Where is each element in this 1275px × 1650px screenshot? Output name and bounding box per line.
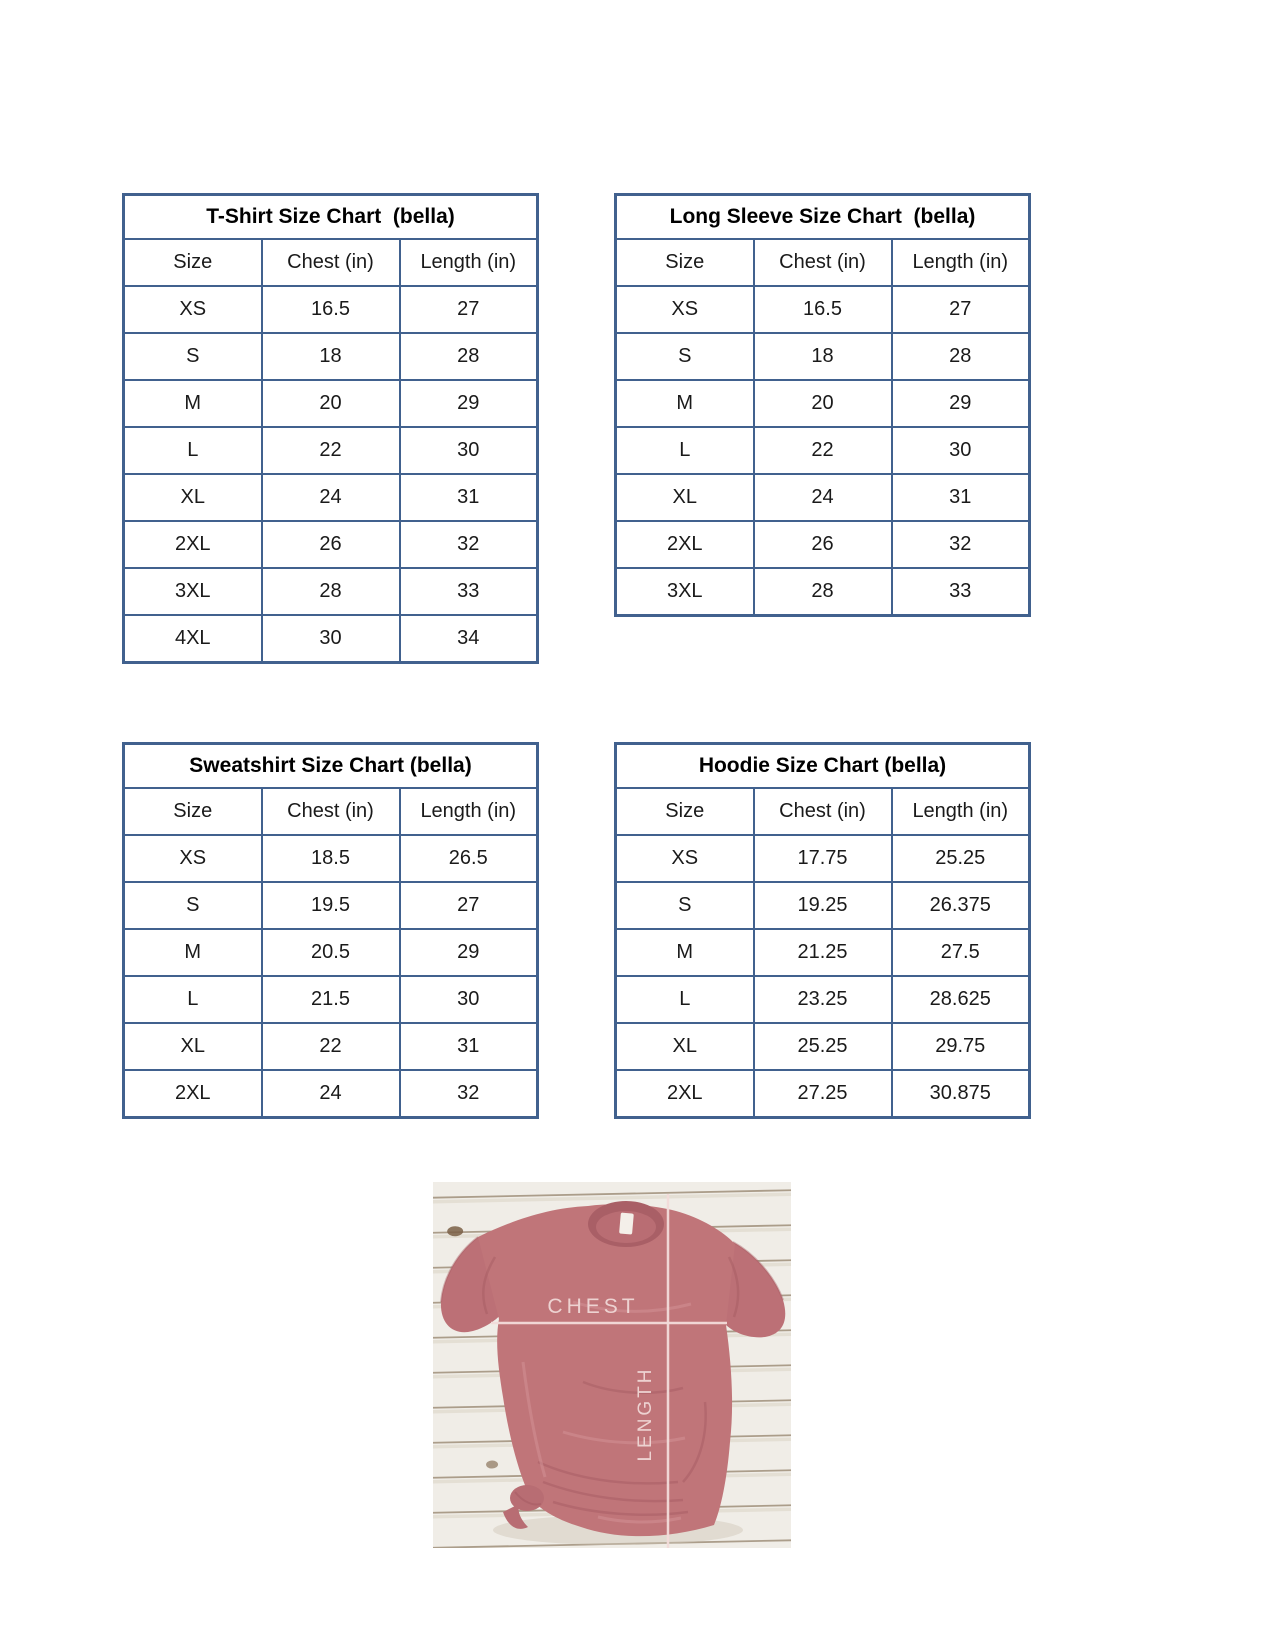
cell: 30 [262,615,400,663]
table-row [616,1070,1030,1118]
table-row [616,976,1030,1023]
cell: 27.5 [892,929,1030,976]
cell: 19.25 [754,882,892,929]
cell: 20 [754,380,892,427]
table-row [616,882,1030,929]
chest-label: CHEST [547,1295,639,1318]
cell: M [124,929,262,976]
table-row [616,1023,1030,1070]
sweatshirt-size-chart-table [122,742,539,1119]
table-row [616,521,1030,568]
cell: 4XL [124,615,262,663]
cell: 28 [400,333,538,380]
table-row [124,835,538,882]
table-row [124,568,538,615]
cell: 30 [400,976,538,1023]
cell: 22 [754,427,892,474]
cell: 32 [400,521,538,568]
column-header: Size [124,788,262,835]
cell: 29 [400,380,538,427]
cell: 24 [754,474,892,521]
cell: L [124,976,262,1023]
cell: 30.875 [892,1070,1030,1118]
cell: 2XL [124,1070,262,1118]
table-row [124,1023,538,1070]
table-row [616,835,1030,882]
sweatshirt-size-chart-title-row [124,744,538,789]
hoodie-size-chart-header-row [616,788,1030,835]
cell: 31 [400,474,538,521]
cell: 20.5 [262,929,400,976]
sweatshirt-size-chart-header-row [124,788,538,835]
table-row [616,286,1030,333]
cell: 19.5 [262,882,400,929]
cell: 20 [262,380,400,427]
cell: 31 [400,1023,538,1070]
cell: S [616,882,754,929]
column-header: Length (in) [892,788,1030,835]
cell: 34 [400,615,538,663]
long-sleeve-size-chart-header-row [616,239,1030,286]
cell: 3XL [616,568,754,616]
cell: 22 [262,1023,400,1070]
cell: 31 [892,474,1030,521]
cell: 27.25 [754,1070,892,1118]
table-row [616,333,1030,380]
cell: 18.5 [262,835,400,882]
cell: 33 [400,568,538,615]
table-row [616,929,1030,976]
length-label: LENGTH [635,1366,656,1462]
cell: 2XL [124,521,262,568]
column-header: Chest (in) [262,788,400,835]
column-header: Length (in) [400,239,538,286]
column-header: Size [616,239,754,286]
cell: 25.25 [892,835,1030,882]
cell: M [124,380,262,427]
cell: 26 [754,521,892,568]
tshirt-size-chart-header-row [124,239,538,286]
cell: 16.5 [262,286,400,333]
table-row [124,333,538,380]
table-row [124,1070,538,1118]
cell: 33 [892,568,1030,616]
cell: 24 [262,1070,400,1118]
cell: 30 [892,427,1030,474]
hoodie-size-chart-title: Hoodie Size Chart (bella) [616,744,1030,789]
tshirt-size-chart-title: T-Shirt Size Chart (bella) [124,195,538,240]
cell: L [616,976,754,1023]
table-row [124,474,538,521]
cell: 27 [892,286,1030,333]
cell: S [124,882,262,929]
hoodie-size-chart-title-row [616,744,1030,789]
cell: 27 [400,286,538,333]
long-sleeve-size-chart-title-row [616,195,1030,240]
hem-knot [510,1485,544,1511]
cell: XS [124,286,262,333]
cell: L [124,427,262,474]
table-row [124,976,538,1023]
cell: 29 [400,929,538,976]
column-header: Chest (in) [754,239,892,286]
cell: L [616,427,754,474]
cell: 28.625 [892,976,1030,1023]
cell: 28 [262,568,400,615]
table-row [124,929,538,976]
table-row [124,615,538,663]
cell: 16.5 [754,286,892,333]
cell: 21.25 [754,929,892,976]
long-sleeve-size-chart-title: Long Sleeve Size Chart (bella) [616,195,1030,240]
column-header: Length (in) [400,788,538,835]
cell: 18 [754,333,892,380]
cell: M [616,380,754,427]
cell: 27 [400,882,538,929]
cell: 2XL [616,521,754,568]
cell: 29 [892,380,1030,427]
cell: 17.75 [754,835,892,882]
cell: 23.25 [754,976,892,1023]
cell: 32 [400,1070,538,1118]
column-header: Size [124,239,262,286]
cell: 18 [262,333,400,380]
tshirt-size-chart-table [122,193,539,664]
cell: 26 [262,521,400,568]
collar-label [619,1213,634,1235]
table-row [124,882,538,929]
cell: 3XL [124,568,262,615]
column-header: Length (in) [892,239,1030,286]
sweatshirt-size-chart-title: Sweatshirt Size Chart (bella) [124,744,538,789]
cell: 29.75 [892,1023,1030,1070]
cell: XS [124,835,262,882]
cell: 22 [262,427,400,474]
tshirt-measure-illustration [433,1182,791,1548]
table-row [616,380,1030,427]
cell: S [124,333,262,380]
column-header: Chest (in) [262,239,400,286]
cell: 2XL [616,1070,754,1118]
cell: 26.5 [400,835,538,882]
cell: 26.375 [892,882,1030,929]
cell: S [616,333,754,380]
cell: XL [616,474,754,521]
cell: XL [124,1023,262,1070]
cell: M [616,929,754,976]
table-row [616,568,1030,616]
cell: XL [616,1023,754,1070]
column-header: Size [616,788,754,835]
table-row [616,474,1030,521]
table-row [124,427,538,474]
table-row [616,427,1030,474]
cell: XL [124,474,262,521]
hoodie-size-chart-table [614,742,1031,1119]
cell: 24 [262,474,400,521]
cell: 32 [892,521,1030,568]
cell: XS [616,835,754,882]
table-row [124,380,538,427]
table-row [124,521,538,568]
cell: 25.25 [754,1023,892,1070]
table-row [124,286,538,333]
cell: XS [616,286,754,333]
cell: 30 [400,427,538,474]
cell: 28 [892,333,1030,380]
long-sleeve-size-chart-table [614,193,1031,617]
cell: 28 [754,568,892,616]
column-header: Chest (in) [754,788,892,835]
size-guide-photo [433,1182,791,1548]
tshirt-size-chart-title-row [124,195,538,240]
cell: 21.5 [262,976,400,1023]
